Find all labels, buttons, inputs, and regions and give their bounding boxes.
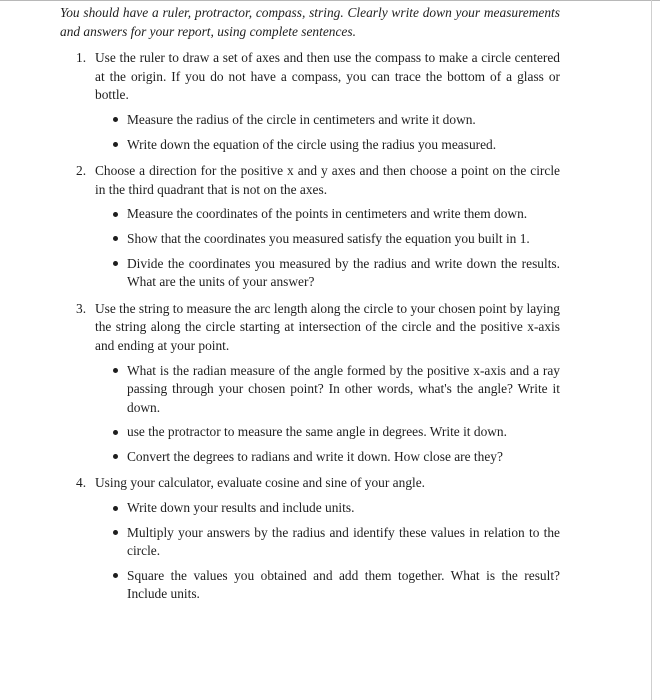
bullet-text: Divide the coordinates you measured by the radius and write down the results. What are the units of your answer? [127,255,560,290]
bullet-text: Measure the coordinates of the points in centimeters and write them down. [127,206,528,222]
bullet-item [95,136,560,155]
bullet-text: Convert the degrees to radians and write it down. How close are they? [127,448,503,464]
bullet-list [95,362,560,467]
item-number: 4. [76,475,87,491]
bullet-text: use the protractor to measure the same angle in degrees. Write it down. [127,424,507,440]
item-text: Choose a direction for the positive x and y axes and then choose a point on the circle in the third quadrant that is not on the axes. [95,163,560,197]
bullet-item [95,524,560,561]
item-number: 1. [76,50,87,66]
bullet-icon [113,212,118,217]
bullet-list [95,499,560,604]
numbered-item-4 [60,474,560,604]
page-right-edge [651,0,652,700]
bullet-icon [113,117,118,122]
bullet-icon [113,430,118,435]
numbered-item-2 [60,162,560,292]
bullet-icon [113,573,118,578]
assignment-document [60,4,560,604]
numbered-item-3 [60,300,560,467]
bullet-item [95,423,560,442]
bullet-text: What is the radian measure of the angle formed by the positive x-axis and a ray passing through your chosen point? In other words, what's the angle? Write it down. [127,362,560,415]
bullet-icon [113,454,118,459]
bullet-text: Measure the radius of the circle in centimeters and write it down. [127,111,476,127]
item-number: 3. [76,300,87,316]
bullet-item [95,205,560,224]
bullet-item [95,230,560,249]
item-text: Using your calculator, evaluate cosine and sine of your angle. [95,475,426,491]
bullet-text: Show that the coordinates you measured satisfy the equation you built in 1. [127,230,530,246]
bullet-icon [113,261,118,266]
intro-instructions: You should have a ruler, protractor, compass, string. Clearly write down your measurements and answers for your report, using complete sentences. [60,5,560,39]
numbered-item-1 [60,49,560,154]
bullet-text: Multiply your answers by the radius and identify these values in relation to the circle. [127,524,560,559]
bullet-item [95,448,560,467]
item-number: 2. [76,163,87,179]
page-top-edge [0,0,660,1]
bullet-text: Square the values you obtained and add them together. What is the result? Include units. [127,567,560,602]
bullet-icon [113,530,118,535]
bullet-text: Write down your results and include units. [127,500,355,516]
bullet-item [95,111,560,130]
bullet-icon [113,236,118,241]
bullet-text: Write down the equation of the circle using the radius you measured. [127,136,497,152]
item-text: Use the string to measure the arc length along the circle to your chosen point by laying the string along the circle starting at intersection of the circle and the positive x-axis and ending at your point. [95,300,560,353]
bullet-icon [113,506,118,511]
bullet-icon [113,142,118,147]
bullet-list [95,205,560,291]
bullet-item [95,255,560,292]
bullet-item [95,499,560,518]
bullet-icon [113,368,118,373]
item-text: Use the ruler to draw a set of axes and then use the compass to make a circle centered at the origin. If you do not have a compass, you can trace the bottom of a glass or bottle. [95,50,560,103]
bullet-list [95,111,560,154]
bullet-item [95,567,560,604]
bullet-item [95,362,560,418]
